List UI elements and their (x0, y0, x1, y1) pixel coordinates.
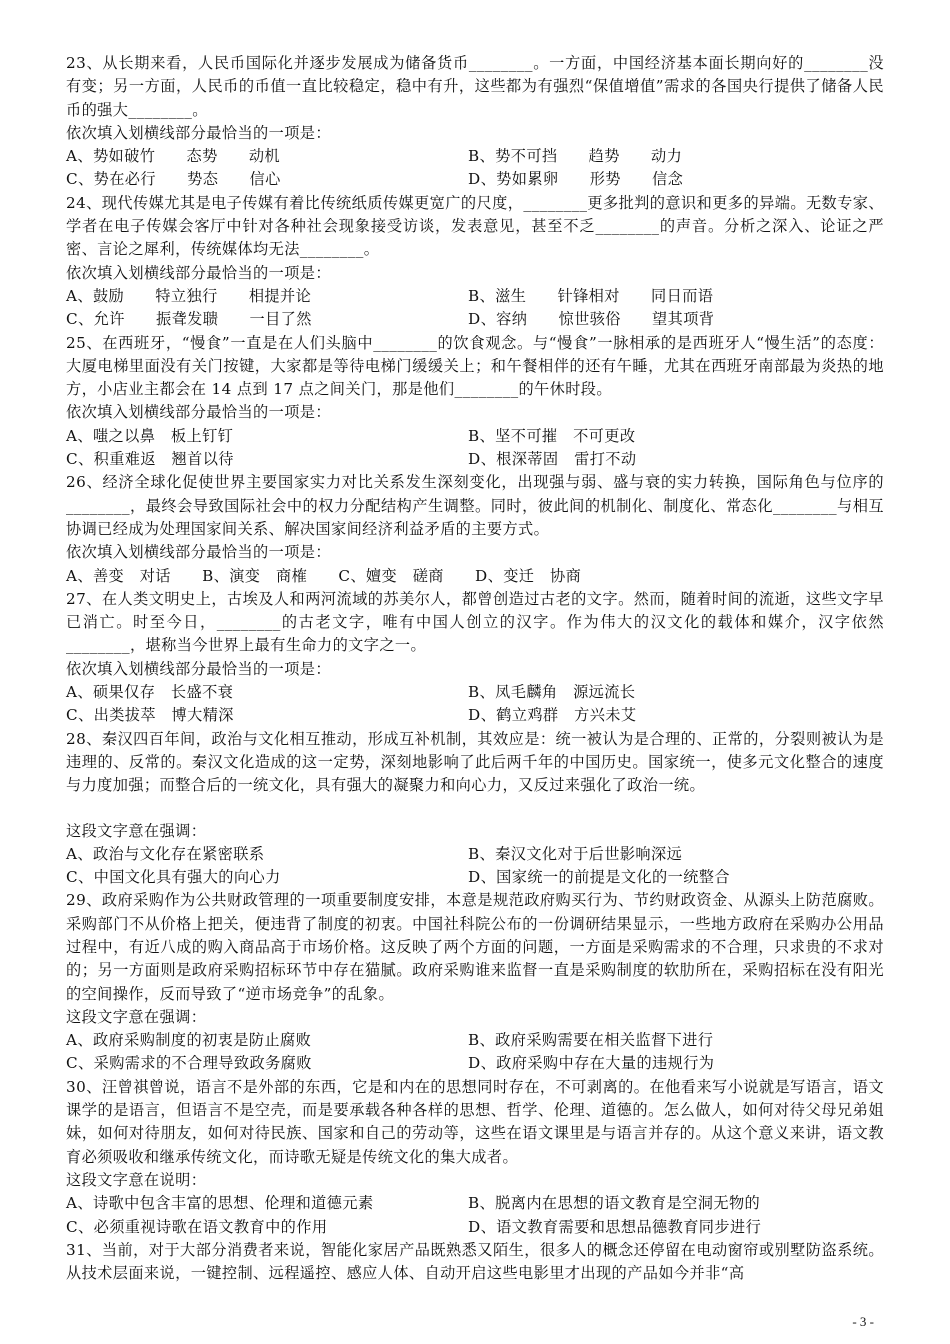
question-27 (66, 588, 884, 728)
option-list (66, 145, 884, 192)
option-b[interactable]: B、脱离内在思想的语文教育是空洞无物的 (468, 1194, 761, 1213)
question-stem: 23、从长期来看，人民币国际化并逐步发展成为储备货币________。一方面，中国经济基本面长期向好的________没有变；另一方面，人民币的币值一直比较稳定，稳中有升，这些都为有强烈“保值增值”需求的各国央行提供了储备人民币的强大________。 (66, 54, 884, 119)
question-prompt: 这段文字意在强调： (66, 1007, 207, 1026)
option-a[interactable]: A、嗤之以鼻 板上钉钉 (66, 426, 234, 445)
question-stem: 30、汪曾祺曾说，语言不是外部的东西，它是和内在的思想同时存在，不可剥离的。在他看来写小说就是写语言，语文课学的是语言，但语言不是空壳，而是要承载各种各样的思想、哲学、伦理、道德的。怎么做人，如何对待父母兄弟姐妹，如何对待朋友，如何对待民族、国家和自己的劳动等，这些在语文课里是与语言并存的。从这个意义来讲，语文教育必须吸收和继承传统文化，而诗歌无疑是传统文化的集大成者。 (66, 1077, 884, 1166)
question-23 (66, 52, 884, 192)
option-b[interactable]: B、政府采购需要在相关监督下进行 (468, 1031, 714, 1050)
question-stem: 26、经济全球化促使世界主要国家实力对比关系发生深刻变化，出现强与弱、盛与衰的实力转换，国际角色与位序的________，最终会导致国际社会中的权力分配结构产生调整。同时，彼此间的机制化、制度化、常态化________与相互协调已经成为处理国家间关系、解决国家间经济利益矛盾的主要方式。 (66, 473, 884, 538)
question-24 (66, 192, 884, 332)
option-line[interactable]: A、善变 对话 B、演变 商榷 C、嬗变 磋商 D、变迁 协商 (66, 566, 582, 585)
question-prompt: 依次填入划横线部分最恰当的一项是： (66, 403, 331, 422)
question-stem: 28、秦汉四百年间，政治与文化相互推动，形成互补机制，其效应是：统一被认为是合理的、正常的，分裂则被认为是违理的、反常的。秦汉文化造成的这一定势，深刻地影响了此后两千年的中国历史。国家统一，使多元文化整合的速度与力度加强；而整合后的一统文化，具有强大的凝聚力和向心力，又反过来强化了政治一统。 (66, 729, 884, 795)
option-d[interactable]: D、国家统一的前提是文化的一统整合 (468, 868, 730, 887)
option-b[interactable]: B、滋生 针锋相对 同日而语 (468, 286, 714, 305)
option-list (66, 843, 884, 890)
question-31 (66, 1239, 884, 1286)
option-a[interactable]: A、鼓励 特立独行 相提并论 (66, 286, 312, 305)
question-stem: 27、在人类文明史上，古埃及人和两河流域的苏美尔人，都曾创造过古老的文字。然而，随着时间的流逝，这些文字早已消亡。时至今日，________的古老文字，唯有中国人创立的汉字。作为伟大的汉文化的载体和媒介，汉字依然________，堪称当今世界上最有生命力的文字之一。 (66, 589, 884, 655)
option-d[interactable]: D、势如累卵 形势 信念 (468, 170, 684, 189)
question-prompt: 依次填入划横线部分最恰当的一项是： (66, 543, 331, 562)
option-b[interactable]: B、秦汉文化对于后世影响深远 (468, 844, 683, 863)
option-d[interactable]: D、根深蒂固 雷打不动 (468, 450, 637, 469)
question-25 (66, 332, 884, 472)
option-c[interactable]: C、势在必行 势态 信心 (66, 170, 281, 189)
option-b[interactable]: B、坚不可摧 不可更改 (468, 426, 636, 445)
question-prompt: 依次填入划横线部分最恰当的一项是： (66, 123, 331, 142)
option-d[interactable]: D、鹤立鸡群 方兴未艾 (468, 706, 637, 725)
question-prompt: 这段文字意在强调： (66, 821, 207, 840)
option-d[interactable]: D、容纳 惊世骇俗 望其项背 (468, 310, 715, 329)
option-c[interactable]: C、允许 振聋发聩 一目了然 (66, 310, 312, 329)
question-26 (66, 471, 884, 587)
option-list (66, 425, 884, 472)
option-d[interactable]: D、政府采购中存在大量的违规行为 (468, 1054, 715, 1073)
question-prompt: 这段文字意在说明： (66, 1170, 207, 1189)
option-a[interactable]: A、政治与文化存在紧密联系 (66, 844, 265, 863)
option-a[interactable]: A、硕果仅存 长盛不衰 (66, 683, 234, 702)
option-b[interactable]: B、凤毛麟角 源远流长 (468, 683, 636, 702)
document-page (66, 52, 884, 1285)
question-30 (66, 1076, 884, 1239)
option-list (66, 285, 884, 332)
page-number: - 3 - (852, 1314, 874, 1329)
question-stem: 25、在西班牙，“慢食”一直是在人们头脑中________的饮食观念。与“慢食”一脉相承的是西班牙人“慢生活”的态度：大厦电梯里面没有关门按键，大家都是等待电梯门缓缓关上；和午餐相伴的还有午睡，尤其在西班牙南部最为炎热的地方，小店业主都会在 14 点到 17 点之间关门，那是他们________的午休时段。 (66, 333, 884, 399)
blank-spacer (66, 798, 884, 820)
option-b[interactable]: B、势不可挡 趋势 动力 (468, 147, 683, 166)
option-c[interactable]: C、出类拔萃 博大精深 (66, 706, 234, 725)
option-c[interactable]: C、积重难返 翘首以待 (66, 450, 234, 469)
option-c[interactable]: C、中国文化具有强大的向心力 (66, 868, 281, 887)
question-prompt: 依次填入划横线部分最恰当的一项是： (66, 659, 331, 678)
option-a[interactable]: A、政府采购制度的初衷是防止腐败 (66, 1031, 312, 1050)
option-d[interactable]: D、语文教育需要和思想品德教育同步进行 (468, 1217, 762, 1236)
option-list (66, 1192, 884, 1239)
question-stem: 24、现代传媒尤其是电子传媒有着比传统纸质传媒更宽广的尺度，________更多批判的意识和更多的异端。无数专家、学者在电子传媒会客厅中针对各种社会现象接受访谈，发表意见，甚至不乏________的声音。分析之深入、论证之严密、言论之犀利，传统媒体均无法________。 (66, 193, 884, 259)
option-list (66, 681, 884, 728)
option-list (66, 1029, 884, 1076)
question-stem: 29、政府采购作为公共财政管理的一项重要制度安排，本意是规范政府购买行为、节约财政资金、从源头上防范腐败。采购部门不从价格上把关，便违背了制度的初衷。中国社科院公布的一份调研结果显示，一些地方政府在采购办公用品过程中，有近八成的购入商品高于市场价格。这反映了两个方面的问题，一方面是采购需求的不合理，只求贵的不求对的；另一方面则是政府采购招标环节中存在猫腻。政府采购谁来监督一直是采购制度的软肋所在，采购招标在没有阳光的空间操作，反而导致了“逆市场竞争”的乱象。 (66, 891, 884, 1003)
option-a[interactable]: A、诗歌中包含丰富的思想、伦理和道德元素 (66, 1194, 374, 1213)
question-29 (66, 889, 884, 1075)
question-prompt: 依次填入划横线部分最恰当的一项是： (66, 263, 331, 282)
option-c[interactable]: C、必须重视诗歌在语文教育中的作用 (66, 1217, 328, 1236)
option-a[interactable]: A、势如破竹 态势 动机 (66, 147, 281, 166)
option-c[interactable]: C、采购需求的不合理导致政务腐败 (66, 1054, 312, 1073)
question-stem: 31、当前，对于大部分消费者来说，智能化家居产品既熟悉又陌生，很多人的概念还停留在电动窗帘或别墅防盗系统。从技术层面来说，一键控制、远程遥控、感应人体、自动开启这些电影里才出现的产品如今并非“高 (66, 1240, 884, 1283)
question-28 (66, 728, 884, 890)
